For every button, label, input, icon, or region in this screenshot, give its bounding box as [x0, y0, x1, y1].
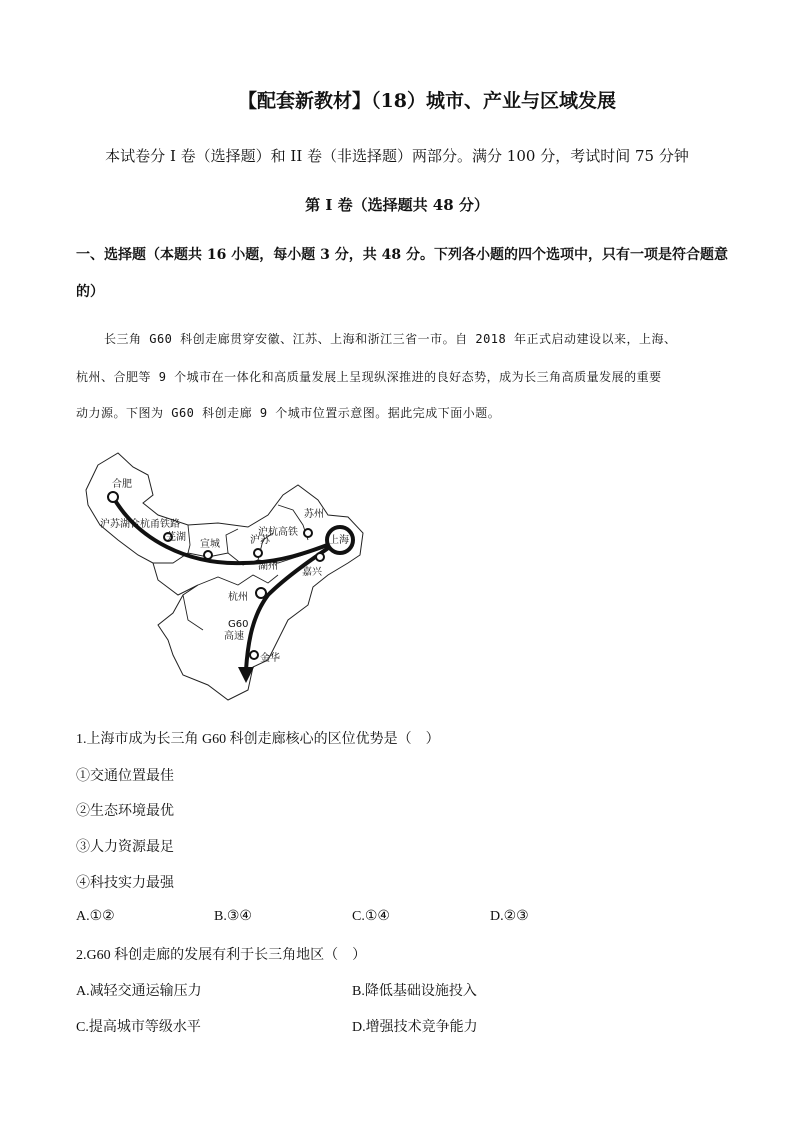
label-changzhou-su: 沪苏: [250, 535, 270, 546]
question-2-option-c[interactable]: C.提高城市等级水平: [76, 1020, 201, 1035]
label-jinhua: 金华: [260, 653, 280, 664]
label-g60: G60: [228, 619, 249, 630]
question-2-option-a[interactable]: A.减轻交通运输压力: [76, 984, 202, 999]
label-jiaxing: 嘉兴: [302, 567, 322, 578]
question-1-option-b[interactable]: B.③④: [214, 909, 252, 924]
question-2-option-d[interactable]: D.增强技术竞争能力: [352, 1020, 478, 1035]
internal-boundary-5: [198, 575, 278, 585]
label-hangzhou: 杭州: [228, 592, 248, 603]
label-shanghai: 上海: [329, 535, 349, 546]
question-1-option-d[interactable]: D.②③: [490, 909, 529, 924]
internal-boundary-2: [188, 525, 190, 553]
question-1-option-c[interactable]: C.①④: [352, 909, 390, 924]
label-hefei: 合肥: [112, 479, 132, 490]
passage-line3: 动力源。下图为 G60 科创走廊 9 个城市位置示意图。据此完成下面小题。: [76, 406, 501, 420]
question-1-item-2: ②生态环境最优: [76, 804, 174, 819]
question-2-option-b[interactable]: B.降低基础设施投入: [352, 984, 477, 999]
label-xuancheng: 宣城: [200, 539, 220, 550]
city-marker-hefei: [108, 492, 118, 502]
g60-route: [246, 540, 340, 670]
passage-line2: 杭州、合肥等 9 个城市在一体化和高质量发展上呈现纵深推进的良好态势，成为长三角高质量发展的重要: [76, 370, 662, 384]
city-marker-jinhua: [250, 651, 258, 659]
city-marker-jiaxing: [316, 553, 324, 561]
label-suzhou: 苏州: [304, 509, 324, 520]
city-marker-hangzhou: [256, 588, 266, 598]
label-huzhou: 湖州: [258, 561, 278, 572]
question-1-item-4: ④科技实力最强: [76, 876, 174, 891]
page-title: 【配套新教材】（18）城市、产业与区域发展: [238, 90, 616, 112]
city-marker-xuancheng: [204, 551, 212, 559]
exam-intro: 本试卷分 I 卷（选择题）和 II 卷（非选择题）两部分。满分 100 分，考试时间 75 分钟: [105, 147, 689, 165]
internal-boundary-6: [183, 595, 203, 630]
g60-corridor-map: [78, 445, 398, 705]
question-1-stem: 1.上海市成为长三角 G60 科创走廊核心的区位优势是（ ）: [76, 732, 440, 747]
section-heading-line1: 一、选择题（本题共 16 小题，每小题 3 分，共 48 分。下列各小题的四个选项中，只有一项是符合题意: [76, 247, 728, 263]
label-wuhu: 芜湖: [166, 532, 186, 543]
city-marker-suzhou: [304, 529, 312, 537]
city-marker-huzhou: [254, 549, 262, 557]
question-2-stem: 2.G60 科创走廊的发展有利于长三角地区（ ）: [76, 948, 367, 963]
internal-boundary-3: [226, 529, 238, 553]
label-hang-gaotie: 沪杭高铁: [258, 527, 298, 538]
question-1-option-a[interactable]: A.①②: [76, 909, 115, 924]
part-heading: 第 I 卷（选择题共 48 分）: [305, 196, 489, 214]
label-gaosu: 高速: [224, 631, 244, 642]
passage-line1: 长三角 G60 科创走廊贯穿安徽、江苏、上海和浙江三省一市。自 2018 年正式启动建设以来，上海、: [104, 332, 677, 346]
question-1-item-1: ①交通位置最佳: [76, 769, 174, 784]
question-1-item-3: ③人力资源最足: [76, 840, 174, 855]
section-heading-line2: 的）: [76, 284, 104, 300]
label-corridor: 沪苏湖合杭甬铁路: [100, 519, 180, 530]
